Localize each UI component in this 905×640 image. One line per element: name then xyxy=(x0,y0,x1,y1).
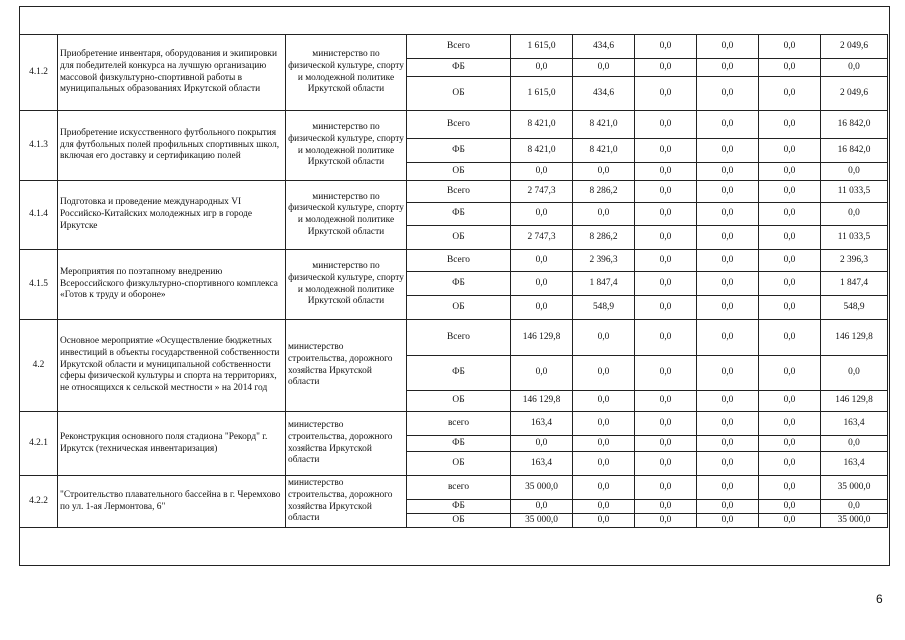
amount-cell: 434,6 xyxy=(573,35,635,59)
amount-cell: 0,0 xyxy=(759,35,821,59)
executor: министерство по физической культуре, спорту и молодежной политике Иркутской области xyxy=(286,111,407,181)
amount-cell: 0,0 xyxy=(635,203,697,226)
amount-cell: 0,0 xyxy=(697,139,759,163)
amount-cell: 146 129,8 xyxy=(821,391,888,412)
amount-cell: 0,0 xyxy=(697,59,759,77)
amount-cell: 1 615,0 xyxy=(511,35,573,59)
amount-cell: 0,0 xyxy=(759,391,821,412)
amount-cell: 0,0 xyxy=(635,272,697,296)
amount-cell: 548,9 xyxy=(821,296,888,320)
amount-cell: 0,0 xyxy=(697,476,759,500)
amount-cell: 0,0 xyxy=(697,296,759,320)
table-row xyxy=(20,412,888,436)
amount-cell: 0,0 xyxy=(635,514,697,528)
amount-cell: 35 000,0 xyxy=(511,476,573,500)
amount-cell: 0,0 xyxy=(511,436,573,452)
amount-cell: 0,0 xyxy=(635,296,697,320)
amount-cell: 0,0 xyxy=(573,356,635,391)
funding-source: ОБ xyxy=(407,391,511,412)
amount-cell: 548,9 xyxy=(573,296,635,320)
amount-cell: 0,0 xyxy=(821,163,888,181)
amount-cell: 0,0 xyxy=(759,272,821,296)
activity-name: Подготовка и проведение международных VI Российско-Китайских молодежных игр в городе Иркутске xyxy=(58,181,286,250)
amount-cell: 2 396,3 xyxy=(573,250,635,272)
activity-name: Реконструкция основного поля стадиона "Рекорд" г. Иркутск (техническая инвентаризация) xyxy=(58,412,286,476)
activity-name: Основное мероприятие «Осуществление бюджетных инвестиций в объекты государственной собственности Иркутской области и муниципальной собственности сферы физической культуры и спорта на территориях, не относящихся к сельской местности » на 2014 год xyxy=(58,320,286,412)
amount-cell: 8 286,2 xyxy=(573,226,635,250)
amount-cell: 0,0 xyxy=(759,436,821,452)
amount-cell: 0,0 xyxy=(697,356,759,391)
amount-cell: 0,0 xyxy=(697,412,759,436)
item-number: 4.1.2 xyxy=(20,35,58,111)
table-row xyxy=(20,476,888,500)
funding-source: всего xyxy=(407,476,511,500)
amount-cell: 8 421,0 xyxy=(573,111,635,139)
amount-cell: 1 847,4 xyxy=(573,272,635,296)
executor: министерство по физической культуре, спорту и молодежной политике Иркутской области xyxy=(286,35,407,111)
amount-cell: 0,0 xyxy=(759,250,821,272)
amount-cell: 0,0 xyxy=(635,452,697,476)
table-row xyxy=(20,111,888,139)
amount-cell: 0,0 xyxy=(573,320,635,356)
budget-table xyxy=(19,34,888,528)
item-number: 4.2 xyxy=(20,320,58,412)
amount-cell: 0,0 xyxy=(759,476,821,500)
item-number: 4.1.5 xyxy=(20,250,58,320)
amount-cell: 0,0 xyxy=(697,320,759,356)
amount-cell: 0,0 xyxy=(511,272,573,296)
amount-cell: 0,0 xyxy=(511,356,573,391)
item-number: 4.2.2 xyxy=(20,476,58,528)
amount-cell: 0,0 xyxy=(635,139,697,163)
amount-cell: 0,0 xyxy=(573,514,635,528)
amount-cell: 0,0 xyxy=(635,356,697,391)
amount-cell: 0,0 xyxy=(759,77,821,111)
amount-cell: 0,0 xyxy=(759,452,821,476)
amount-cell: 1 847,4 xyxy=(821,272,888,296)
amount-cell: 1 615,0 xyxy=(511,77,573,111)
funding-source: ФБ xyxy=(407,436,511,452)
activity-name: "Строительство плавательного бассейна в г. Черемхово по ул. 1-ая Лермонтова, 6" xyxy=(58,476,286,528)
amount-cell: 0,0 xyxy=(697,111,759,139)
amount-cell: 0,0 xyxy=(635,181,697,203)
amount-cell: 0,0 xyxy=(635,320,697,356)
amount-cell: 0,0 xyxy=(573,476,635,500)
amount-cell: 8 421,0 xyxy=(511,139,573,163)
executor: министерство по физической культуре, спорту и молодежной политике Иркутской области xyxy=(286,250,407,320)
amount-cell: 0,0 xyxy=(759,320,821,356)
amount-cell: 0,0 xyxy=(697,514,759,528)
amount-cell: 163,4 xyxy=(821,412,888,436)
amount-cell: 35 000,0 xyxy=(511,514,573,528)
amount-cell: 11 033,5 xyxy=(821,181,888,203)
funding-source: Всего xyxy=(407,35,511,59)
executor: министерство по физической культуре, спорту и молодежной политике Иркутской области xyxy=(286,181,407,250)
amount-cell: 16 842,0 xyxy=(821,139,888,163)
funding-source: ОБ xyxy=(407,296,511,320)
amount-cell: 0,0 xyxy=(697,452,759,476)
amount-cell: 163,4 xyxy=(511,412,573,436)
funding-source: ФБ xyxy=(407,139,511,163)
funding-source: ОБ xyxy=(407,452,511,476)
item-number: 4.1.4 xyxy=(20,181,58,250)
amount-cell: 0,0 xyxy=(511,59,573,77)
amount-cell: 0,0 xyxy=(759,163,821,181)
amount-cell: 0,0 xyxy=(759,181,821,203)
amount-cell: 0,0 xyxy=(635,59,697,77)
amount-cell: 0,0 xyxy=(573,391,635,412)
table-row xyxy=(20,250,888,272)
amount-cell: 146 129,8 xyxy=(511,391,573,412)
amount-cell: 0,0 xyxy=(697,163,759,181)
amount-cell: 0,0 xyxy=(759,111,821,139)
amount-cell: 0,0 xyxy=(697,181,759,203)
funding-source: ФБ xyxy=(407,500,511,514)
amount-cell: 0,0 xyxy=(635,111,697,139)
funding-source: всего xyxy=(407,412,511,436)
amount-cell: 0,0 xyxy=(697,35,759,59)
amount-cell: 0,0 xyxy=(821,203,888,226)
amount-cell: 434,6 xyxy=(573,77,635,111)
funding-source: ОБ xyxy=(407,163,511,181)
amount-cell: 0,0 xyxy=(635,476,697,500)
executor: министерство строительства, дорожного хозяйства Иркутской области xyxy=(286,320,407,412)
funding-source: ФБ xyxy=(407,272,511,296)
amount-cell: 0,0 xyxy=(697,226,759,250)
amount-cell: 163,4 xyxy=(821,452,888,476)
amount-cell: 0,0 xyxy=(511,296,573,320)
page-number: 6 xyxy=(876,592,883,606)
amount-cell: 2 747,3 xyxy=(511,181,573,203)
activity-name: Мероприятия по поэтапному внедрению Всероссийского физкультурно-спортивного комплекса «Готов к труду и обороне» xyxy=(58,250,286,320)
amount-cell: 0,0 xyxy=(573,412,635,436)
funding-source: Всего xyxy=(407,320,511,356)
item-number: 4.1.3 xyxy=(20,111,58,181)
funding-source: ФБ xyxy=(407,356,511,391)
amount-cell: 8 421,0 xyxy=(511,111,573,139)
amount-cell: 146 129,8 xyxy=(821,320,888,356)
amount-cell: 0,0 xyxy=(511,203,573,226)
amount-cell: 0,0 xyxy=(635,77,697,111)
amount-cell: 2 747,3 xyxy=(511,226,573,250)
amount-cell: 2 049,6 xyxy=(821,35,888,59)
activity-name: Приобретение инвентаря, оборудования и экипировки для победителей конкурса на лучшую организацию массовой физкультурно-спортивной работы в муниципальных образованиях Иркутской области xyxy=(58,35,286,111)
activity-name: Приобретение искусственного футбольного покрытия для футбольных полей профильных спортивных школ, включая его доставку и сертификацию полей xyxy=(58,111,286,181)
amount-cell: 0,0 xyxy=(573,500,635,514)
funding-source: ФБ xyxy=(407,203,511,226)
amount-cell: 0,0 xyxy=(759,412,821,436)
amount-cell: 0,0 xyxy=(759,500,821,514)
amount-cell: 35 000,0 xyxy=(821,514,888,528)
executor: министерство строительства, дорожного хозяйства Иркутской области xyxy=(286,412,407,476)
amount-cell: 0,0 xyxy=(635,35,697,59)
amount-cell: 0,0 xyxy=(697,203,759,226)
amount-cell: 11 033,5 xyxy=(821,226,888,250)
amount-cell: 0,0 xyxy=(573,163,635,181)
funding-source: ОБ xyxy=(407,226,511,250)
amount-cell: 2 396,3 xyxy=(821,250,888,272)
amount-cell: 16 842,0 xyxy=(821,111,888,139)
funding-source: Всего xyxy=(407,111,511,139)
amount-cell: 0,0 xyxy=(635,226,697,250)
amount-cell: 0,0 xyxy=(821,436,888,452)
amount-cell: 0,0 xyxy=(821,500,888,514)
amount-cell: 0,0 xyxy=(759,59,821,77)
amount-cell: 0,0 xyxy=(635,412,697,436)
amount-cell: 0,0 xyxy=(573,452,635,476)
amount-cell: 2 049,6 xyxy=(821,77,888,111)
amount-cell: 0,0 xyxy=(697,272,759,296)
amount-cell: 0,0 xyxy=(635,500,697,514)
amount-cell: 0,0 xyxy=(635,163,697,181)
funding-source: ОБ xyxy=(407,514,511,528)
amount-cell: 0,0 xyxy=(697,391,759,412)
amount-cell: 163,4 xyxy=(511,452,573,476)
amount-cell: 35 000,0 xyxy=(821,476,888,500)
amount-cell: 0,0 xyxy=(635,436,697,452)
amount-cell: 0,0 xyxy=(573,436,635,452)
amount-cell: 0,0 xyxy=(697,77,759,111)
amount-cell: 0,0 xyxy=(697,500,759,514)
table-row xyxy=(20,35,888,59)
table-row xyxy=(20,181,888,203)
amount-cell: 0,0 xyxy=(759,203,821,226)
amount-cell: 0,0 xyxy=(759,296,821,320)
amount-cell: 0,0 xyxy=(759,356,821,391)
executor: министерство строительства, дорожного хозяйства Иркутской области xyxy=(286,476,407,528)
amount-cell: 0,0 xyxy=(635,250,697,272)
amount-cell: 0,0 xyxy=(511,500,573,514)
amount-cell: 0,0 xyxy=(573,59,635,77)
funding-source: ОБ xyxy=(407,77,511,111)
amount-cell: 0,0 xyxy=(697,436,759,452)
amount-cell: 146 129,8 xyxy=(511,320,573,356)
amount-cell: 0,0 xyxy=(635,391,697,412)
item-number: 4.2.1 xyxy=(20,412,58,476)
amount-cell: 8 421,0 xyxy=(573,139,635,163)
amount-cell: 0,0 xyxy=(821,356,888,391)
amount-cell: 0,0 xyxy=(821,59,888,77)
table-row xyxy=(20,320,888,356)
amount-cell: 0,0 xyxy=(573,203,635,226)
funding-source: ФБ xyxy=(407,59,511,77)
funding-source: Всего xyxy=(407,250,511,272)
amount-cell: 0,0 xyxy=(511,250,573,272)
amount-cell: 0,0 xyxy=(759,139,821,163)
amount-cell: 8 286,2 xyxy=(573,181,635,203)
amount-cell: 0,0 xyxy=(697,250,759,272)
funding-source: Всего xyxy=(407,181,511,203)
amount-cell: 0,0 xyxy=(511,163,573,181)
amount-cell: 0,0 xyxy=(759,226,821,250)
amount-cell: 0,0 xyxy=(759,514,821,528)
